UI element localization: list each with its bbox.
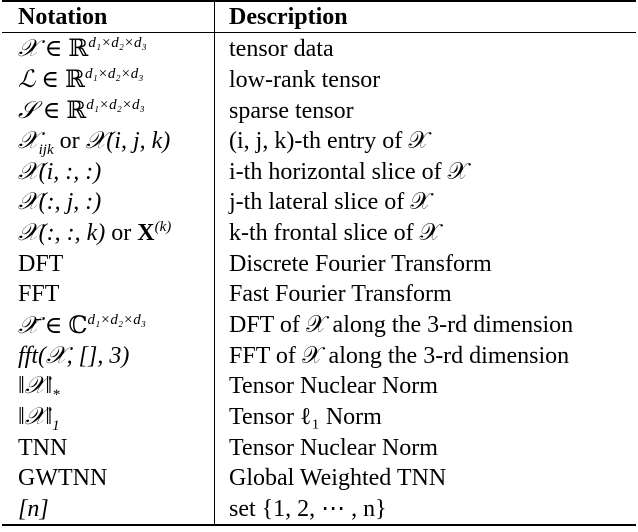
- table-row: [2, 187, 636, 218]
- table-row: [2, 248, 636, 279]
- notation-cell: [2, 463, 215, 494]
- description-cell: sparse tensor: [229, 97, 354, 124]
- description-cell: Discrete Fourier Transform: [229, 250, 492, 277]
- notation-math: GWTNN: [18, 465, 108, 492]
- description-cell: i-th horizontal slice of 𝒳: [229, 158, 469, 185]
- description-cell: Tensor Nuclear Norm: [229, 373, 438, 400]
- notation-cell: [2, 64, 215, 95]
- description-cell: set {1, 2, ⋯ , n}: [229, 495, 387, 522]
- notation-math: 𝒮 ∈ ℝ$^{d_1\times d_2\times d_3}$: [18, 96, 145, 124]
- notation-math: DFT: [18, 250, 64, 277]
- table-row: [2, 494, 636, 526]
- table-row: [2, 310, 636, 341]
- description-cell: (i, j, k)-th entry of 𝒳: [229, 128, 429, 155]
- notation-math: 𝒳(:, :, k) or $X^{(k)}$: [18, 219, 172, 247]
- notation-math: 𝒳$_{ijk}$ or 𝒳(i, j, k): [18, 128, 171, 159]
- notation-cell: [2, 157, 215, 188]
- table-row: [2, 463, 636, 494]
- table-row: [2, 218, 636, 249]
- table-row: [2, 432, 636, 463]
- header-row: [2, 1, 636, 33]
- notation-math: [n]: [18, 495, 49, 522]
- notation-cell: [2, 371, 215, 402]
- notation-cell: [2, 248, 215, 279]
- description-cell: k-th frontal slice of 𝒳: [229, 220, 441, 247]
- table-body: [2, 33, 636, 526]
- notation-cell: [2, 494, 215, 526]
- table-row: [2, 279, 636, 310]
- table-row: [2, 126, 636, 157]
- notation-cell: [2, 341, 215, 372]
- notation-cell: [2, 279, 215, 310]
- table-row: [2, 371, 636, 402]
- notation-math: $‖𝒳‖_1$: [18, 404, 60, 434]
- table-row: [2, 33, 636, 65]
- notation-math: 𝒳 ∈ ℝ$^{d_1\times d_2\times d_3}$: [18, 34, 147, 62]
- notation-math: 𝒳(:, j, :): [18, 189, 102, 216]
- table-row: [2, 341, 636, 372]
- description-column-header: Description: [229, 4, 348, 30]
- notation-cell: [2, 95, 215, 126]
- description-cell: tensor data: [229, 35, 334, 62]
- notation-math: $‖𝒳‖_*$: [18, 373, 60, 404]
- description-cell: low-rank tensor: [229, 66, 381, 93]
- notation-cell: [2, 402, 215, 433]
- description-cell: Tensor Nuclear Norm: [229, 434, 438, 461]
- notation-math: FFT: [18, 281, 60, 308]
- description-cell: Fast Fourier Transform: [229, 281, 452, 308]
- notation-cell: [2, 218, 215, 249]
- description-cell: Tensor ℓ₁ Norm: [229, 404, 382, 431]
- description-cell: Global Weighted TNN: [229, 465, 447, 492]
- table-row: [2, 157, 636, 188]
- notation-column-header: Notation: [2, 1, 215, 33]
- notation-math: ℒ ∈ ℝ$^{d_1\times d_2\times d_3}$: [18, 65, 144, 93]
- notation-math: 𝒳(i, :, :): [18, 158, 102, 185]
- description-cell: j-th lateral slice of 𝒳: [229, 189, 431, 216]
- notation-math: fft(𝒳, [], 3): [18, 342, 130, 369]
- notation-table: [2, 0, 636, 526]
- notation-cell: [2, 310, 215, 341]
- notation-math: TNN: [18, 434, 68, 461]
- description-cell: FFT of 𝒳 along the 3-rd dimension: [229, 342, 570, 369]
- notation-math: 𝒳̄ ∈ ℂ$^{d_1\times d_2\times d_3}$: [18, 310, 146, 339]
- notation-cell: [2, 33, 215, 65]
- description-cell: DFT of 𝒳 along the 3-rd dimension: [229, 312, 574, 339]
- table-row: [2, 402, 636, 433]
- notation-cell: [2, 126, 215, 157]
- notation-cell: [2, 432, 215, 463]
- notation-cell: [2, 187, 215, 218]
- table-row: [2, 95, 636, 126]
- table-row: [2, 64, 636, 95]
